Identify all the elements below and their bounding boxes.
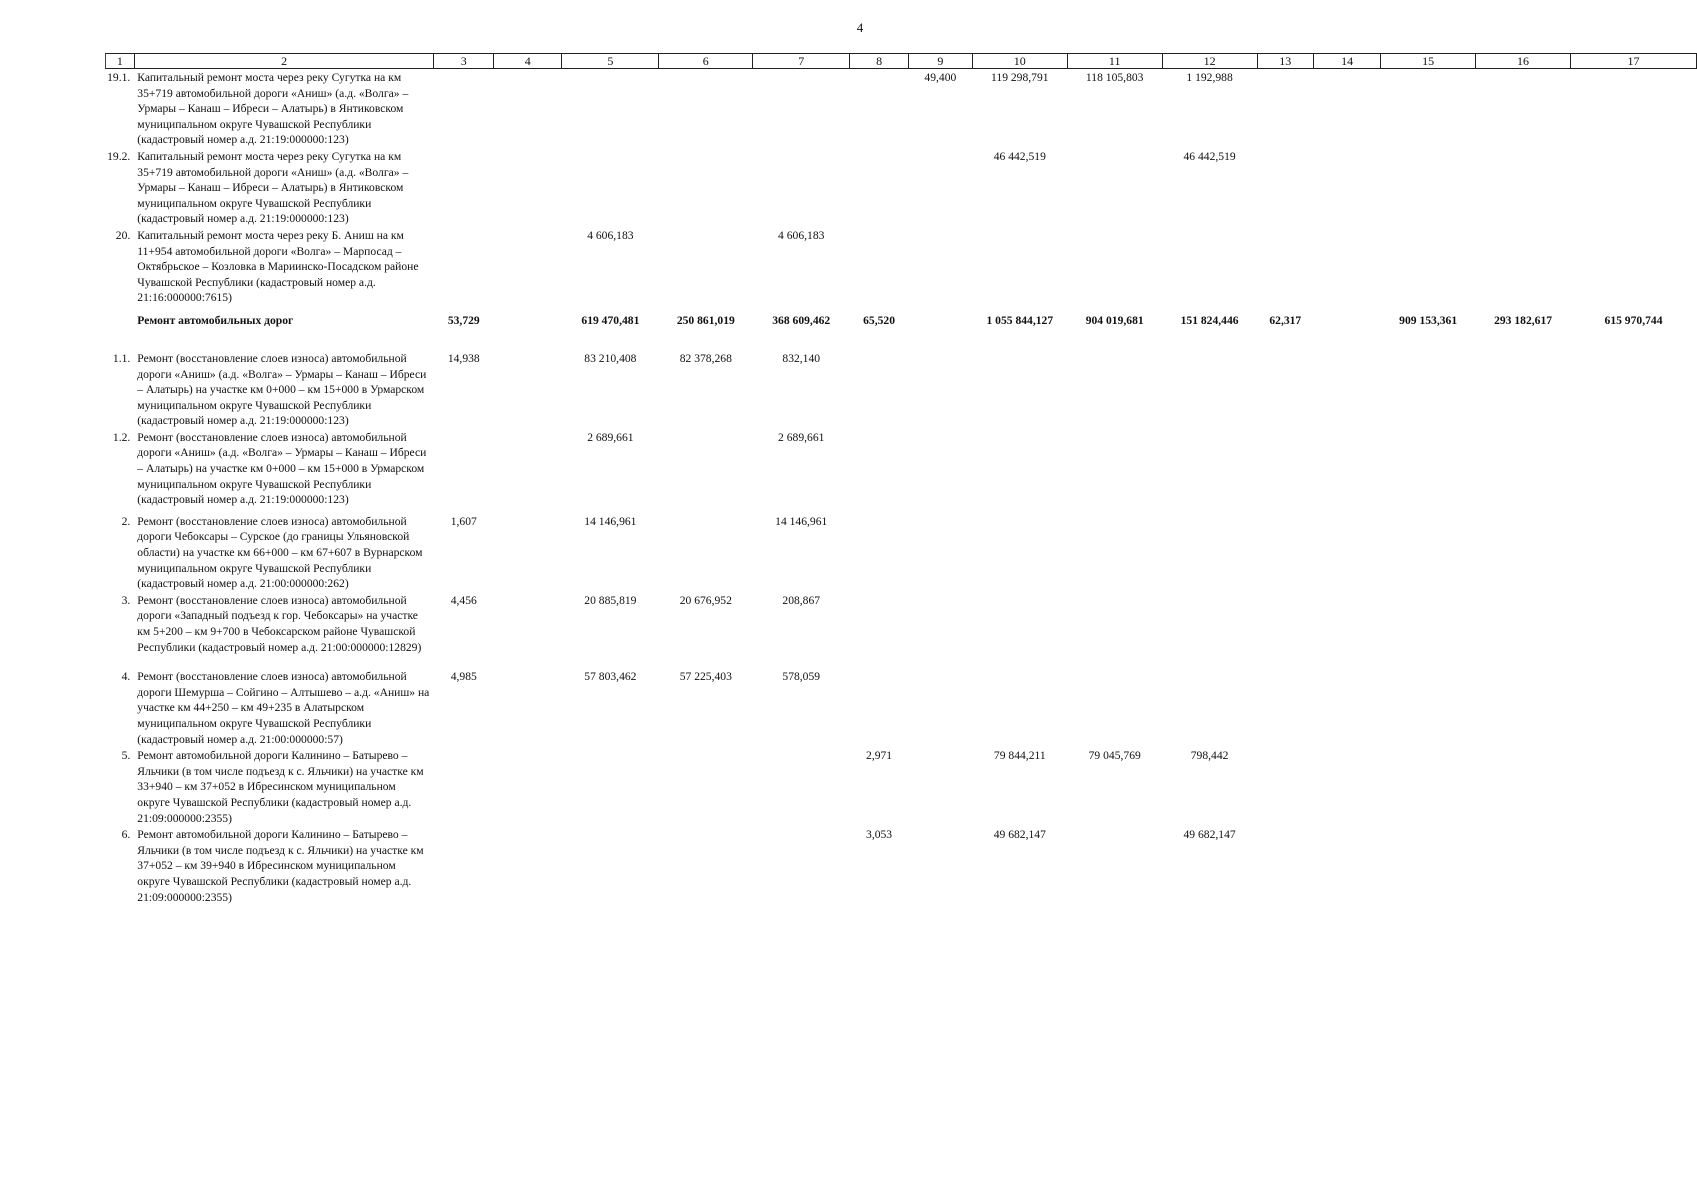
cell-value (1314, 306, 1381, 337)
cell-value (908, 227, 972, 306)
column-header: 17 (1571, 54, 1697, 69)
cell-value (1571, 592, 1697, 655)
cell-value (1381, 227, 1476, 306)
cell-value (494, 592, 562, 655)
cell-value: 49 682,147 (993, 828, 1046, 842)
cell-value (434, 747, 494, 826)
cell-value: 1,607 (450, 514, 477, 528)
cell-value (972, 655, 1067, 747)
cell-value: 2,971 (866, 749, 893, 763)
cell-value (1314, 826, 1381, 905)
cell-value: 578,059 (782, 670, 821, 684)
cell-value (850, 592, 909, 655)
cell-value (562, 69, 659, 148)
cell-value (1314, 592, 1381, 655)
cell-value (908, 429, 972, 508)
section-title: Ремонт автомобильных дорог (137, 313, 294, 327)
row-description: Капитальный ремонт моста через реку Б. Аниш на км 11+954 автомобильной дороги «Волга» – Марпосад – Октябрьское – Козловка в Мариинско-Посадском районе Чувашской Республики (кадастровый номер а.д. 21:16:000000:7615) (137, 228, 419, 305)
cell-value: 49 682,147 (1183, 828, 1236, 842)
cell-value: 57 803,462 (584, 670, 637, 684)
column-header: 12 (1162, 54, 1257, 69)
cell-value (494, 306, 562, 337)
cell-value (1476, 592, 1571, 655)
cell-value (1162, 227, 1257, 306)
cell-value (1067, 429, 1162, 508)
cell-value (1314, 508, 1381, 592)
cell-value: 20 885,819 (584, 593, 637, 607)
cell-value (562, 148, 659, 227)
cell-value (1314, 148, 1381, 227)
cell-value (494, 148, 562, 227)
cell-value (659, 69, 753, 148)
cell-value: 4 606,183 (778, 228, 825, 242)
cell-value: 118 105,803 (1085, 71, 1144, 84)
cell-value: 368 609,462 (772, 313, 831, 327)
cell-value (1067, 592, 1162, 655)
column-header: 10 (972, 54, 1067, 69)
cell-value (1257, 69, 1314, 148)
cell-value: 208,867 (782, 593, 821, 607)
cell-value: 3,053 (866, 828, 893, 842)
cell-value (1476, 337, 1571, 429)
cell-value (562, 826, 659, 905)
cell-value (434, 429, 494, 508)
column-header: 11 (1067, 54, 1162, 69)
row-description: Ремонт (восстановление слоев износа) автомобильной дороги Чебоксары – Сурское (до границы Ульяновской области) на участке км 66+000 – км 67+607 в Вурнарском муниципальном округе Чувашской Республики (кадастровый номер а.д. 21:00:000000:262) (137, 514, 423, 591)
row-number: 4. (121, 670, 131, 684)
cell-value (972, 337, 1067, 429)
column-header: 13 (1257, 54, 1314, 69)
row-number: 20. (115, 228, 131, 242)
cell-value (659, 747, 753, 826)
cell-value: 57 225,403 (679, 670, 732, 684)
cell-value (1476, 69, 1571, 148)
cell-value (1067, 337, 1162, 429)
cell-value: 53,729 (447, 313, 480, 327)
cell-value (908, 747, 972, 826)
cell-value (908, 306, 972, 337)
cell-value (1476, 747, 1571, 826)
cell-value (1257, 592, 1314, 655)
cell-value: 83 210,408 (584, 351, 637, 365)
cell-value: 14 146,961 (584, 514, 637, 528)
cell-value (972, 227, 1067, 306)
cell-value (1571, 508, 1697, 592)
table-row (106, 148, 1697, 227)
cell-value (1571, 227, 1697, 306)
column-header: 4 (494, 54, 562, 69)
row-number (106, 306, 135, 337)
column-number-row (106, 54, 1697, 69)
row-number: 2. (121, 514, 131, 528)
cell-value (434, 69, 494, 148)
cell-value (1571, 148, 1697, 227)
row-number: 1.2. (112, 430, 131, 444)
cell-value (434, 826, 494, 905)
cell-value: 2 689,661 (778, 430, 825, 444)
cell-value (1314, 747, 1381, 826)
cell-value: 14 146,961 (775, 514, 828, 528)
cell-value (1381, 655, 1476, 747)
table-row (106, 227, 1697, 306)
cell-value (850, 227, 909, 306)
cell-value: 1 192,988 (1186, 71, 1233, 84)
cell-value (908, 148, 972, 227)
cell-value (908, 655, 972, 747)
row-description: Ремонт (восстановление слоев износа) автомобильной дороги «Западный подъезд к гор. Чебоксары» на участке км 5+200 – км 9+700 в Чебоксарском районе Чувашской Республики (кадастровый номер а.д. 21:00:000000:12829) (137, 593, 422, 654)
cell-value (753, 148, 850, 227)
cell-value (1314, 655, 1381, 747)
column-header: 9 (908, 54, 972, 69)
cell-value (908, 826, 972, 905)
cell-value (1314, 429, 1381, 508)
cell-value: 46 442,519 (1183, 149, 1236, 163)
cell-value (434, 148, 494, 227)
cell-value (659, 227, 753, 306)
cell-value (908, 508, 972, 592)
cell-value (850, 148, 909, 227)
cell-value: 79 045,769 (1088, 749, 1141, 763)
cell-value (1476, 227, 1571, 306)
cell-value (1476, 826, 1571, 905)
cell-value: 4,985 (450, 670, 477, 684)
cell-value: 82 378,268 (679, 351, 732, 365)
cell-value (1381, 69, 1476, 148)
cell-value (562, 747, 659, 826)
section-total-row (106, 306, 1697, 337)
cell-value (1571, 826, 1697, 905)
table-row (106, 747, 1697, 826)
cell-value (1314, 69, 1381, 148)
cell-value: 4,456 (450, 593, 477, 607)
cell-value: 619 470,481 (581, 313, 640, 327)
cell-value (1162, 592, 1257, 655)
cell-value: 909 153,361 (1399, 313, 1458, 327)
cell-value (1381, 429, 1476, 508)
cell-value (1257, 826, 1314, 905)
row-description: Ремонт автомобильной дороги Калинино – Батырево – Яльчики (в том числе подъезд к с. Яльчики) на участке км 37+052 – км 39+940 в Ибресинском муниципальном округе Чувашской Республики (кадастровый номер а.д. 21:09:000000:2355) (137, 828, 424, 904)
row-description: Ремонт (восстановление слоев износа) автомобильной дороги Шемурша – Сойгино – Алтышево – а.д. «Аниш» на участке км 44+250 – км 49+235 в Алатырском муниципальном округе Чувашской Республики (кадастровый номер а.д. 21:00:000000:57) (137, 670, 430, 746)
table-row (106, 655, 1697, 747)
cell-value (1257, 337, 1314, 429)
cell-value (1162, 655, 1257, 747)
cell-value (972, 429, 1067, 508)
cell-value (1381, 747, 1476, 826)
cell-value (908, 592, 972, 655)
cell-value (1571, 429, 1697, 508)
cell-value (659, 429, 753, 508)
column-header: 7 (753, 54, 850, 69)
cell-value (494, 826, 562, 905)
cell-value (1162, 508, 1257, 592)
cell-value (1067, 655, 1162, 747)
table-row (106, 592, 1697, 655)
cell-value (1257, 227, 1314, 306)
row-number: 6. (121, 828, 131, 842)
row-description: Капитальный ремонт моста через реку Сугутка на км 35+719 автомобильной дороги «Аниш» (а.д. «Волга» – Урмары – Канаш – Ибреси – Алатырь) в Янтиковском муниципальном округе Чувашской Республики (кадастровый номер а.д. 21:19:000000:123) (137, 149, 409, 226)
cell-value (1257, 655, 1314, 747)
row-number: 1.1. (112, 351, 131, 365)
cell-value (494, 69, 562, 148)
cell-value (1257, 148, 1314, 227)
column-header: 2 (134, 54, 434, 69)
cell-value (850, 69, 909, 148)
cell-value: 1 055 844,127 (986, 313, 1054, 327)
row-description: Капитальный ремонт моста через реку Сугутка на км 35+719 автомобильной дороги «Аниш» (а.д. «Волга» – Урмары – Канаш – Ибреси – Алатырь) в Янтиковском муниципальном округе Чувашской Республики (кадастровый номер а.д. 21:19:000000:123) (137, 71, 409, 147)
table-row (106, 69, 1697, 148)
table-row (106, 826, 1697, 905)
column-header: 16 (1476, 54, 1571, 69)
cell-value: 4 606,183 (587, 228, 634, 242)
cell-value: 20 676,952 (679, 593, 732, 607)
cell-value: 151 824,446 (1180, 313, 1239, 327)
cell-value (753, 747, 850, 826)
cell-value: 2 689,661 (587, 430, 634, 444)
cell-value (850, 337, 909, 429)
cell-value (494, 655, 562, 747)
cell-value (1381, 148, 1476, 227)
cell-value (659, 826, 753, 905)
cell-value (1476, 429, 1571, 508)
cell-value: 250 861,019 (676, 313, 735, 327)
cell-value (659, 148, 753, 227)
cell-value (1381, 508, 1476, 592)
table-row (106, 508, 1697, 592)
cell-value: 293 182,617 (1494, 313, 1553, 327)
cell-value: 14,938 (447, 351, 480, 365)
cell-value (1162, 429, 1257, 508)
cell-value: 832,140 (782, 351, 821, 365)
row-number: 5. (121, 749, 131, 763)
cell-value (1257, 508, 1314, 592)
cell-value (1257, 747, 1314, 826)
cell-value (1571, 337, 1697, 429)
row-description: Ремонт (восстановление слоев износа) автомобильной дороги «Аниш» (а.д. «Волга» – Урмары – Канаш – Ибреси – Алатырь) на участке км 0+000 – км 15+000 в Урмарском муниципальном округе Чувашской Республики (кадастровый номер а.д. 21:19:000000:123) (137, 430, 427, 507)
cell-value: 65,520 (863, 313, 896, 327)
row-description: Ремонт автомобильной дороги Калинино – Батырево – Яльчики (в том числе подъезд к с. Яльчики) на участке км 33+940 – км 37+052 в Ибресинском муниципальном округе Чувашской Республики (кадастровый номер а.д. 21:09:000000:2355) (137, 749, 424, 825)
cell-value (1476, 655, 1571, 747)
row-number: 19.2. (107, 149, 131, 163)
cell-value: 62,317 (1269, 313, 1302, 327)
column-header: 6 (659, 54, 753, 69)
cell-value (1571, 747, 1697, 826)
column-header: 15 (1381, 54, 1476, 69)
cell-value (1314, 337, 1381, 429)
cell-value: 49,400 (924, 71, 957, 84)
cell-value (850, 429, 909, 508)
cell-value (850, 655, 909, 747)
cell-value (494, 227, 562, 306)
column-header: 1 (106, 54, 135, 69)
table-row (106, 337, 1697, 429)
cell-value (850, 508, 909, 592)
cell-value (1381, 592, 1476, 655)
cell-value (1381, 826, 1476, 905)
cell-value: 46 442,519 (993, 149, 1046, 163)
cell-value (1257, 429, 1314, 508)
cell-value (1067, 148, 1162, 227)
cell-value (494, 508, 562, 592)
cell-value: 119 298,791 (991, 71, 1049, 84)
cell-value (1162, 337, 1257, 429)
cell-value (1067, 826, 1162, 905)
budget-table (105, 53, 1697, 905)
cell-value (1476, 148, 1571, 227)
row-number: 19.1. (107, 71, 131, 84)
row-description: Ремонт (восстановление слоев износа) автомобильной дороги «Аниш» (а.д. «Волга» – Урмары – Канаш – Ибреси – Алатырь) на участке км 0+000 – км 15+000 в Урмарском муниципальном округе Чувашской Республики (кадастровый номер а.д. 21:19:000000:123) (137, 351, 427, 428)
cell-value (1067, 227, 1162, 306)
cell-value (1067, 508, 1162, 592)
column-header: 5 (562, 54, 659, 69)
cell-value (908, 337, 972, 429)
cell-value (972, 508, 1067, 592)
cell-value (753, 69, 850, 148)
cell-value (972, 592, 1067, 655)
column-header: 8 (850, 54, 909, 69)
cell-value (1381, 337, 1476, 429)
cell-value: 615 970,744 (1604, 313, 1663, 327)
cell-value: 79 844,211 (993, 749, 1046, 763)
cell-value (1314, 227, 1381, 306)
cell-value (1571, 69, 1697, 148)
cell-value (659, 508, 753, 592)
cell-value (753, 826, 850, 905)
cell-value: 798,442 (1190, 749, 1229, 763)
page-number: 4 (856, 20, 864, 35)
cell-value (494, 747, 562, 826)
table-row (106, 429, 1697, 508)
cell-value (494, 337, 562, 429)
cell-value: 904 019,681 (1085, 313, 1144, 327)
column-header: 3 (434, 54, 494, 69)
column-header: 14 (1314, 54, 1381, 69)
cell-value (1476, 508, 1571, 592)
cell-value (1571, 655, 1697, 747)
cell-value (434, 227, 494, 306)
row-number: 3. (121, 593, 131, 607)
cell-value (494, 429, 562, 508)
